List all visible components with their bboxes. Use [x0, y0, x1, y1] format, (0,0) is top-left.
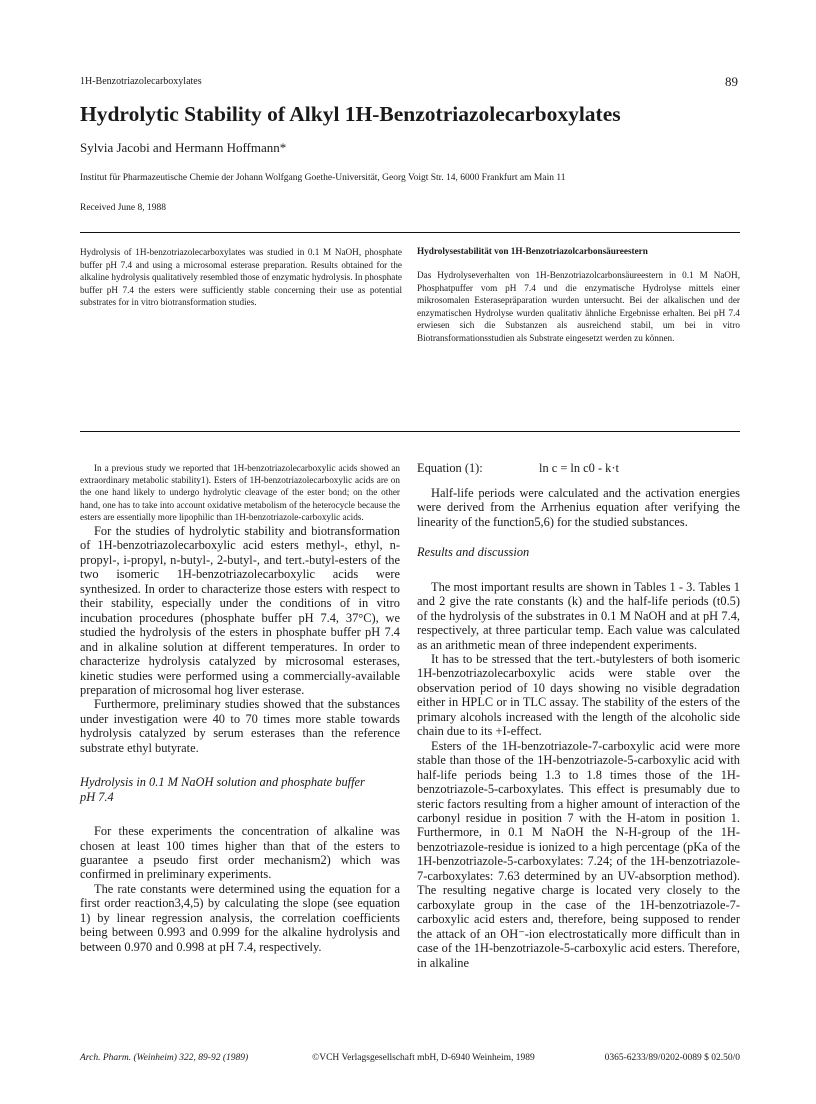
intro-paragraph: In a previous study we reported that 1H-benzotriazolecarboxylic acids showed an extraordinary metabolic stability1). Esters of 1H-benzotriazolecarboxylic acids are on the one hand likely to undergo hydrolytic cleavage of the ester bond; on the other hand, one has to take into account oxidative metabolism of the heterocycle because the esters are essentially more lipophilic than 1H-benzotriazole-carboxylic acids.	[80, 463, 400, 522]
footer-publisher: ©VCH Verlagsgesellschaft mbH, D-6940 Weinheim, 1989	[312, 1053, 535, 1063]
section-heading: Results and discussion	[417, 545, 530, 560]
body-paragraph: Furthermore, preliminary studies showed that the substances under investigation were 40 to 70 times more stable towards hydrolysis catalyzed by serum esterases than the reference substrate ethyl butyrate.	[80, 697, 400, 755]
abstract-german-title: Hydrolysestabilität von 1H-Benzotriazolcarbonsäureestern	[417, 246, 648, 256]
body-paragraph: The rate constants were determined using the equation for a first order reaction3,4,5) by calculating the slope (see equation 1) by linear regression analysis, the correlation coefficients being between 0.993 and 0.999 for the alkaline hydrolysis and between 0.970 and 0.998 at pH 7.4, respectively.	[80, 881, 400, 954]
body-paragraph: For the studies of hydrolytic stability and biotransformation of 1H-benzotriazolecarboxylic acid esters methyl-, ethyl, n-propyl-, i-propyl, n-butyl-, 2-butyl-, and tert.-butyl-esters of the two isomeric 1H-benzotriazolecarboxylic acids were synthesized. In order to characterize those esters with respect to their stability, especially under the conditions of in vitro incubation procedures (phosphate buffer pH 7.4, 37°C), we studied the hydrolysis of the esters in phosphate buffer pH 7.4 and in alkaline solution at different temperatures. In order to characterize hydrolysis catalyzed by microsomal esterases, kinetic studies were performed using a commercially-available preparation of microsomal hog liver esterase.	[80, 524, 400, 697]
received-date: Received June 8, 1988	[80, 203, 167, 213]
body-paragraph: It has to be stressed that the tert.-butylesters of both isomeric 1H-benzotriazolecarboxylic acids were stable over the observation period of 10 days showing no visible degradation either in HPLC or in TLC assay. The stability of the esters of the primary alcohols increased with the length of the alcoholic side chain due to its +I-effect.	[417, 652, 740, 739]
running-head: 1H-Benzotriazolecarboxylates	[80, 76, 202, 87]
body-paragraph: For these experiments the concentration of alkaline was chosen at least 100 times higher than that of the esters to guarantee a pseudo first order mechanism2) which was confirmed in preliminary experiments.	[80, 824, 400, 882]
body-paragraph: The most important results are shown in Tables 1 - 3. Tables 1 and 2 give the rate constants (k) and the half-life periods (t0.5) of the hydrolysis of the substrates in 0.1 M NaOH and at pH 7.4, respectively, at three particular temp. Each value was calculated as an arithmetic mean of three independent experiments.	[417, 579, 740, 652]
equation-label: Equation (1):	[417, 461, 483, 475]
affiliation: Institut für Pharmazeutische Chemie der Johann Wolfgang Goethe-Universität, Georg Voigt Str. 14, 6000 Frankfurt am Main 11	[80, 173, 566, 183]
body-paragraph: Half-life periods were calculated and the activation energies were derived from the Arrhenius equation after verifying the linearity of the function5,6) for the studied substances.	[417, 486, 740, 529]
top-divider	[80, 232, 740, 233]
body-paragraph: Esters of the 1H-benzotriazole-7-carboxylic acid were more stable than those of the 1H-benzotriazole-5-carboxylic acid with half-life periods being 1.3 to 1.8 times those of the 1H-benzotriazole-5-carboxylates. This effect is presumably due to steric factors resulting from a higher amount of interaction of the carbonyl residue in position 7 with the H-atom in position 1. Furthermore, in 0.1 M NaOH the N-H-group of the 1H-benzotriazole-residue is ionized to a high percentage (pKa of the 1H-benzotriazole-5-carboxylates: 7.24; of the 1H-benzotriazole-7-carboxylates: 7.63 determined by an UV-absorption method). The resulting negative charge is located very closely to the carboxylate group in the case of the 1H-benzotriazole-7-carboxylic acid esters and, therefore, being supposed to render the attack of an OH⁻-ion electrostatically more difficult than in case of the 1H-benzotriazole-5-carboxylic acid esters. Therefore, in alkaline	[417, 738, 740, 970]
author-list: Sylvia Jacobi and Hermann Hoffmann*	[80, 140, 287, 155]
abstract-english: Hydrolysis of 1H-benzotriazolecarboxylates was studied in 0.1 M NaOH, phosphate buffer pH 7.4 and using a microsomal esterase preparation. Results obtained for the alkaline hydrolysis qualitatively resembled those of enzymatic hydrolysis. In phosphate buffer pH 7.4 the esters were sufficiently stable concerning their use as potential substrates for in vitro biotransformation studies.	[80, 247, 402, 308]
abstract-divider	[80, 431, 740, 432]
abstract-german: Das Hydrolyseverhalten von 1H-Benzotriazolcarbonsäureestern in 0.1 M NaOH, Phosphatpuffer vom pH 7.4 und die enzymatische Hydrolyse mittels einer mikrosomalen Esterasepräparation wurden untersucht. Bei der alkalischen und der enzymatischen Hydrolyse wurden qualitativ ähnliche Ergebnisse erhalten. Bei pH 7.4 erwiesen sich die Substanzen als ausreichend stabil, um bei in vitro Biotransformationsstudien als Substrate eingesetzt werden zu können.	[417, 270, 740, 343]
equation-1	[417, 461, 740, 476]
equation-formula: ln c = ln c0 - k·t	[539, 461, 619, 475]
page-number: 89	[725, 74, 738, 89]
left-column	[80, 462, 400, 954]
right-column	[417, 486, 740, 970]
footer-journal-citation: Arch. Pharm. (Weinheim) 322, 89-92 (1989)	[80, 1053, 249, 1063]
article-title: Hydrolytic Stability of Alkyl 1H-Benzotriazolecarboxylates	[80, 102, 621, 126]
section-heading: Hydrolysis in 0.1 M NaOH solution and phosphate buffer pH 7.4	[80, 775, 365, 804]
footer-issn-code: 0365-6233/89/0202-0089 $ 02.50/0	[604, 1053, 740, 1063]
